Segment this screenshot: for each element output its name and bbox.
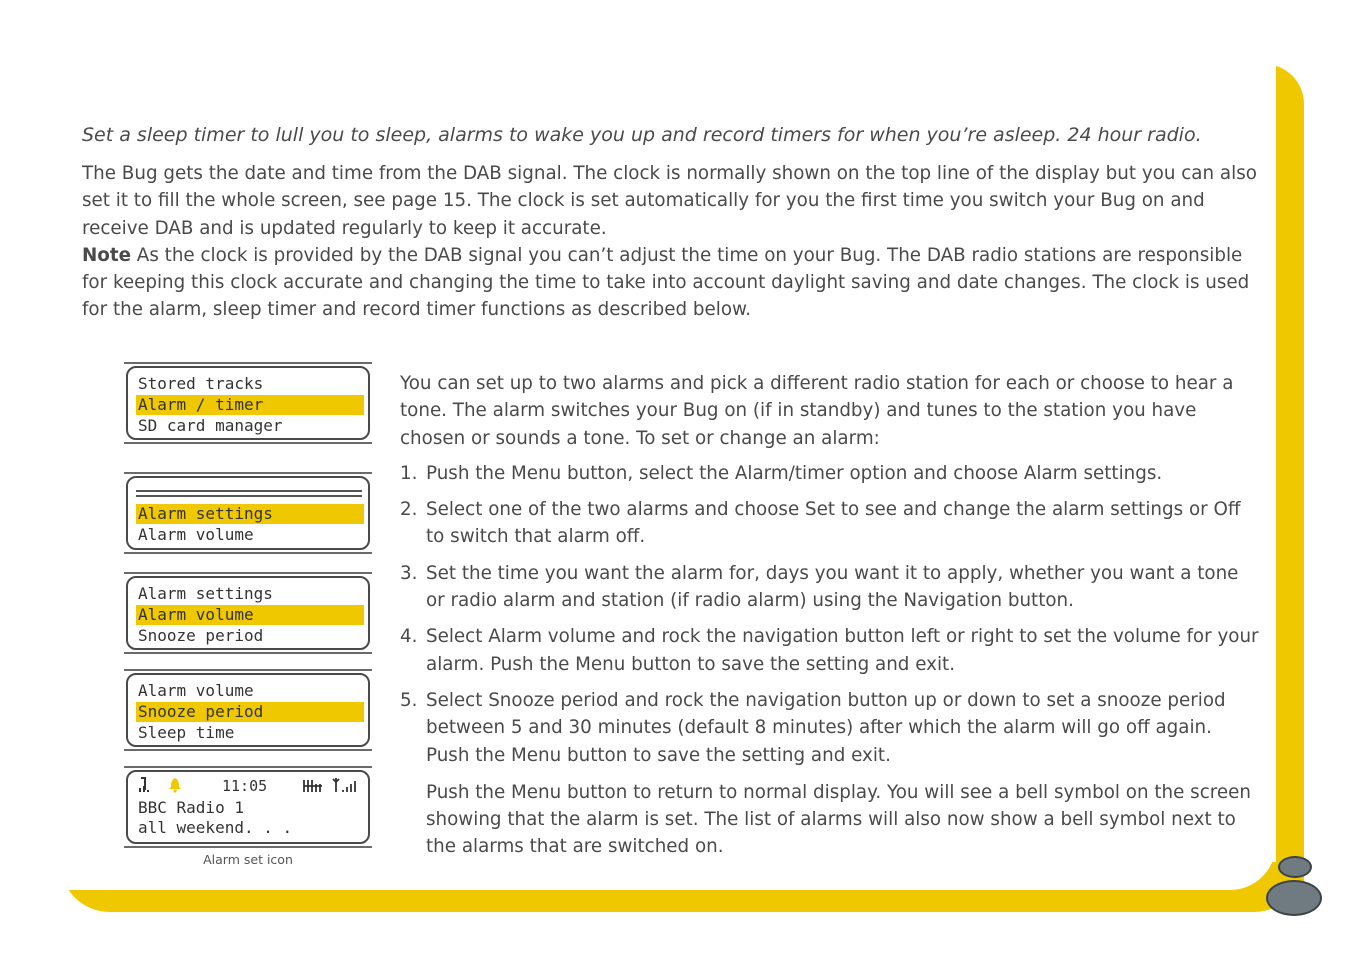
clock-description [82, 160, 1272, 324]
intro-heading: Set a sleep timer to lull you to sleep, alarms to wake you up and record timers for when you’re asleep. 24 hour radio. [82, 124, 1202, 146]
lcd-line-selected: Alarm volume [136, 605, 364, 625]
lcd-line: SD card manager [138, 416, 283, 435]
step-number: 2. [400, 499, 418, 521]
lcd-line-selected: Alarm settings [136, 504, 364, 524]
step-text: Set the time you want the alarm for, days you want it to apply, whether you want a tone or radio alarm and station (if radio alarm) using the Navigation button. [426, 562, 1239, 612]
lcd-status-bar [136, 776, 362, 796]
note-label: Note [82, 244, 131, 266]
list-item [400, 496, 1260, 551]
lcd-line: Sleep time [138, 723, 235, 742]
alarm-steps-list [400, 460, 1260, 769]
step-text: Select one of the two alarms and choose Set to see and change the alarm settings or Off to switch that alarm off. [426, 499, 1241, 548]
decorative-bubble-large [1266, 880, 1322, 916]
lcd-line-selected: Alarm / timer [136, 395, 364, 415]
alarm-instructions [400, 370, 1260, 861]
antenna-signal-icon [332, 776, 360, 799]
lcd-line: Alarm volume [138, 681, 254, 700]
bell-icon [168, 776, 182, 799]
lcd-scrolling-text: all weekend. . . [138, 818, 293, 837]
lcd-screen-snooze-period [126, 673, 370, 747]
list-item [400, 623, 1260, 678]
step-number: 5. [400, 689, 418, 711]
lcd-screen-alarm-menu [126, 476, 370, 550]
list-item [400, 460, 1260, 487]
lcd-line: Snooze period [138, 626, 264, 645]
lcd-divider [136, 490, 362, 492]
list-item [400, 560, 1260, 615]
lcd-divider [136, 495, 362, 497]
step-text: Select Alarm volume and rock the navigation button left or right to set the volume for your alarm. Push the Menu button to save the setting and exit. [426, 626, 1259, 675]
lcd-line: Alarm settings [138, 584, 273, 603]
lcd-line: Alarm volume [138, 525, 254, 544]
step-text: Select Snooze period and rock the navigation button up or down to set a snooze period between 5 and 30 minutes (default 8 minutes) after which the alarm will go off again. Push the Menu button to save the setting and exit. [426, 689, 1226, 766]
lcd-screen-status [126, 770, 370, 844]
figure-caption: Alarm set icon [203, 852, 293, 867]
lcd-line-selected: Snooze period [136, 702, 364, 722]
lcd-station-name: BBC Radio 1 [138, 798, 244, 817]
step-number: 4. [400, 626, 418, 648]
note-text: As the clock is provided by the DAB signal you can’t adjust the time on your Bug. The DAB radio stations are responsible for keeping this clock accurate and changing the time to take into account daylight saving and date changes. The clock is used for the alarm, sleep timer and record timer functions as described below. [82, 244, 1250, 321]
final-paragraph: Push the Menu button to return to normal display. You will see a bell symbol on the screen showing that the alarm is set. The list of alarms will also now show a bell symbol next to the alarms that are switched on. [426, 781, 1251, 858]
clock-paragraph: The Bug gets the date and time from the DAB signal. The clock is normally shown on the top line of the display but you can also set it to fill the whole screen, see page 15. The clock is set automatically for you the first time you switch your Bug on and receive DAB and is updated regularly to keep it accurate. [82, 163, 1257, 239]
step-text: Push the Menu button, select the Alarm/timer option and choose Alarm settings. [426, 462, 1163, 484]
signal-level-icon [302, 776, 326, 799]
stereo-icon [138, 776, 152, 799]
lcd-screen-alarm-volume [126, 576, 370, 650]
clock-time: 11:05 [222, 777, 268, 795]
step-number: 1. [400, 462, 418, 484]
alarm-intro: You can set up to two alarms and pick a different radio station for each or choose to hear a tone. The alarm switches your Bug on (if in standby) and tunes to the station you have chosen or sounds a tone. To set or change an alarm: [400, 373, 1234, 449]
list-item [400, 687, 1260, 769]
decorative-bubble-small [1278, 856, 1312, 878]
lcd-screen-menu [126, 366, 370, 440]
lcd-line: Stored tracks [138, 374, 264, 393]
step-number: 3. [400, 562, 418, 584]
